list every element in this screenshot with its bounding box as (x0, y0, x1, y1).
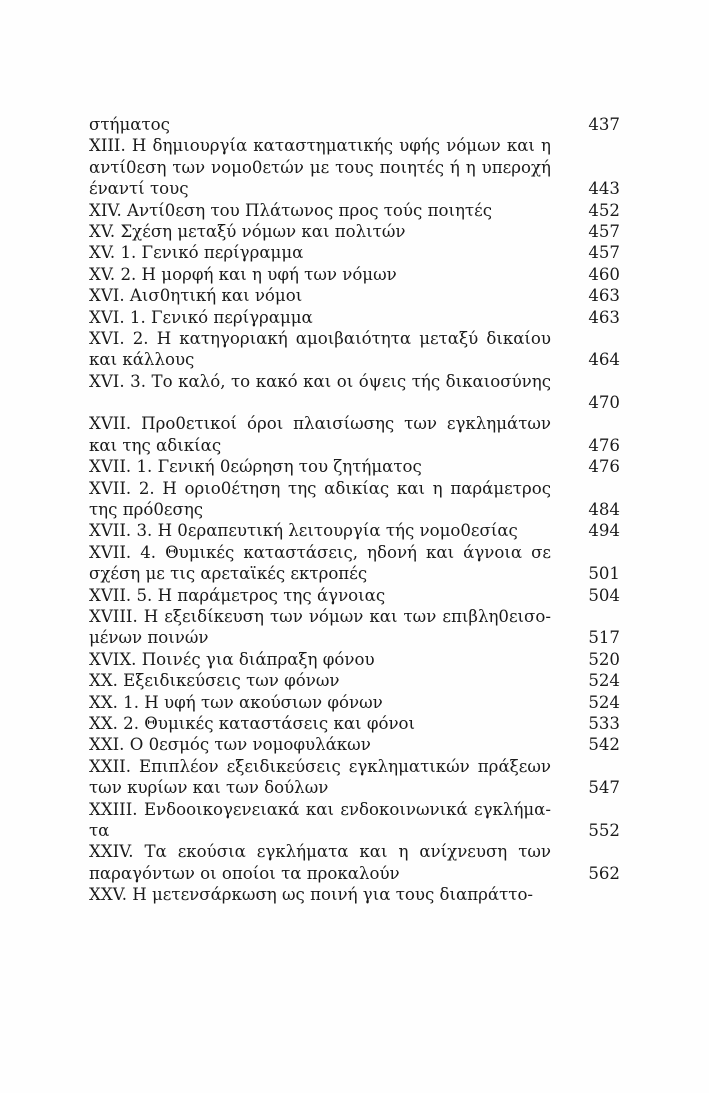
toc-entry-text: XXV. Η μετενσάρκωση ως ποινή για τους διαπράττο- (89, 885, 534, 905)
toc-page-number: 524 (588, 671, 620, 691)
toc-line (89, 670, 620, 691)
toc-line (89, 242, 620, 263)
toc-line (89, 264, 620, 285)
toc-line (89, 307, 620, 328)
toc-entry-text: σχέση με τις αρεταϊκές εκτροπές (89, 564, 368, 584)
toc-page-number: 460 (588, 264, 620, 284)
toc-line (89, 114, 620, 135)
toc-line (89, 478, 620, 499)
toc-entry-text: XVI. Αισ0ητική και νόμοι (89, 286, 303, 306)
toc-line (89, 713, 620, 734)
toc-entry-text: XVII. Προ0ετικοί όροι πλαισίωσης των εγκλημάτων (89, 414, 551, 434)
toc-line (89, 349, 620, 370)
toc-line (89, 884, 620, 905)
toc-page-number: 562 (588, 863, 620, 883)
toc-line (89, 863, 620, 884)
toc-entry-text: μένων ποινών (89, 628, 209, 648)
toc-page-number: 501 (588, 564, 620, 584)
toc-entry-text: XVIII. Η εξειδίκευση των νόμων και των επιβλη0εισο- (89, 606, 551, 626)
toc-page-number: 533 (588, 713, 620, 733)
toc-entry-text: XV. Σχέση μεταξύ νόμων και πολιτών (89, 221, 406, 241)
toc-line (89, 820, 620, 841)
toc-entry-text: XVII. 1. Γενική 0εώρηση του ζητήματος (89, 457, 422, 477)
toc-page-number: 484 (588, 500, 620, 520)
toc-entry-text: XVII. 3. Η 0εραπευτική λειτουργία τής νομο0εσίας (89, 521, 518, 541)
toc-entry-text: XV. 1. Γενικό περίγραμμα (89, 243, 304, 263)
toc-entry-text: έναντί τους (89, 179, 189, 199)
toc-page-number: 547 (588, 778, 620, 798)
toc-entry-text: XVIX. Ποινές για διάπραξη φόνου (89, 649, 375, 669)
toc-line (89, 392, 620, 413)
toc-page-number: 443 (588, 179, 620, 199)
toc-line (89, 563, 620, 584)
toc-line (89, 627, 620, 648)
toc-page-number: 476 (588, 435, 620, 455)
toc-line (89, 649, 620, 670)
toc-page-number: 476 (588, 457, 620, 477)
toc-entry-text: τα (89, 820, 110, 840)
toc-entry-text: XVII. 2. Η οριο0έτηση της αδικίας και η παράμετρος (89, 478, 551, 498)
toc-page-number: 517 (588, 628, 620, 648)
toc-entry-text: XVI. 1. Γενικό περίγραμμα (89, 307, 313, 327)
toc-line (89, 135, 620, 156)
toc-entry-text: XV. 2. Η μορφή και η υφή των νόμων (89, 264, 397, 284)
toc-page-number: 463 (588, 286, 620, 306)
toc-entry-text: παραγόντων οι οποίοι τα προκαλούν (89, 863, 400, 883)
toc-entry-text: XXI. Ο 0εσμός των νομοφυλάκων (89, 735, 371, 755)
toc-line (89, 585, 620, 606)
toc-entry-text: XVII. 5. Η παράμετρος της άγνοιας (89, 585, 386, 605)
toc-page-number: 494 (588, 521, 620, 541)
toc-entry-text: XXII. Επιπλέον εξειδικεύσεις εγκληματικών πράξεων (89, 756, 551, 776)
toc-line (89, 756, 620, 777)
toc-entry-text: στήματος (89, 115, 170, 134)
toc-line (89, 371, 620, 392)
toc-line (89, 520, 620, 541)
toc-line (89, 435, 620, 456)
toc-line (89, 200, 620, 221)
toc-entry-text: XIV. Αντί0εση του Πλάτωνος προς τούς ποιητές (89, 200, 492, 220)
toc-entry-text: XX. 2. Θυμικές καταστάσεις και φόνοι (89, 713, 416, 733)
toc-page-number: 463 (588, 307, 620, 327)
toc-entry-text: XIII. Η δημιουργία καταστηματικής υφής νόμων και η (89, 136, 551, 156)
toc-entry-text: αντί0εση των νομο0ετών με τους ποιητές ή η υπεροχή (89, 157, 551, 177)
toc-line (89, 157, 620, 178)
toc-entry-text: XX. 1. Η υφή των ακούσιων φόνων (89, 692, 383, 712)
toc-line (89, 542, 620, 563)
toc-page-number: 552 (588, 820, 620, 840)
toc-line (89, 499, 620, 520)
toc-line (89, 328, 620, 349)
toc-line (89, 692, 620, 713)
toc-page-number: 504 (588, 585, 620, 605)
toc-entry-text: και κάλλους (89, 350, 195, 370)
toc-line (89, 285, 620, 306)
toc-page-number: 520 (588, 649, 620, 669)
toc-line (89, 841, 620, 862)
toc-line (89, 799, 620, 820)
toc-line (89, 221, 620, 242)
toc-entry-text: XXIII. Ενδοοικογενειακά και ενδοκοινωνικά εγκλήμα- (89, 799, 551, 819)
toc-entry-text: των κυρίων και των δούλων (89, 778, 329, 798)
toc-page-number: 457 (588, 243, 620, 263)
toc-entry-text: XVI. 2. Η κατηγοριακή αμοιβαιότητα μεταξύ δικαίου (89, 328, 551, 348)
toc-line (89, 777, 620, 798)
toc-page-number: 524 (588, 692, 620, 712)
toc-line (89, 413, 620, 434)
toc-line (89, 606, 620, 627)
toc-entry-text: της πρό0εσης (89, 500, 204, 520)
toc-entry-text: XXIV. Τα εκούσια εγκλήματα και η ανίχνευση των (89, 842, 551, 862)
toc-line (89, 178, 620, 199)
toc-entry-text: XX. Εξειδικεύσεις των φόνων (89, 671, 340, 691)
toc-page-number: 470 (588, 393, 620, 413)
table-of-contents (89, 114, 620, 905)
toc-line (89, 734, 620, 755)
toc-line (89, 456, 620, 477)
toc-page-number: 437 (588, 115, 620, 134)
toc-page-number: 464 (588, 350, 620, 370)
toc-entry-text: και της αδικίας (89, 435, 222, 455)
toc-page-number: 542 (588, 735, 620, 755)
toc-page-number: 452 (588, 200, 620, 220)
toc-entry-text: XVII. 4. Θυμικές καταστάσεις, ηδονή και άγνοια σε (89, 542, 551, 562)
toc-entry-text: XVI. 3. Το καλό, το κακό και οι όψεις τής δικαιοσύνης (89, 371, 551, 391)
toc-page-number: 457 (588, 221, 620, 241)
